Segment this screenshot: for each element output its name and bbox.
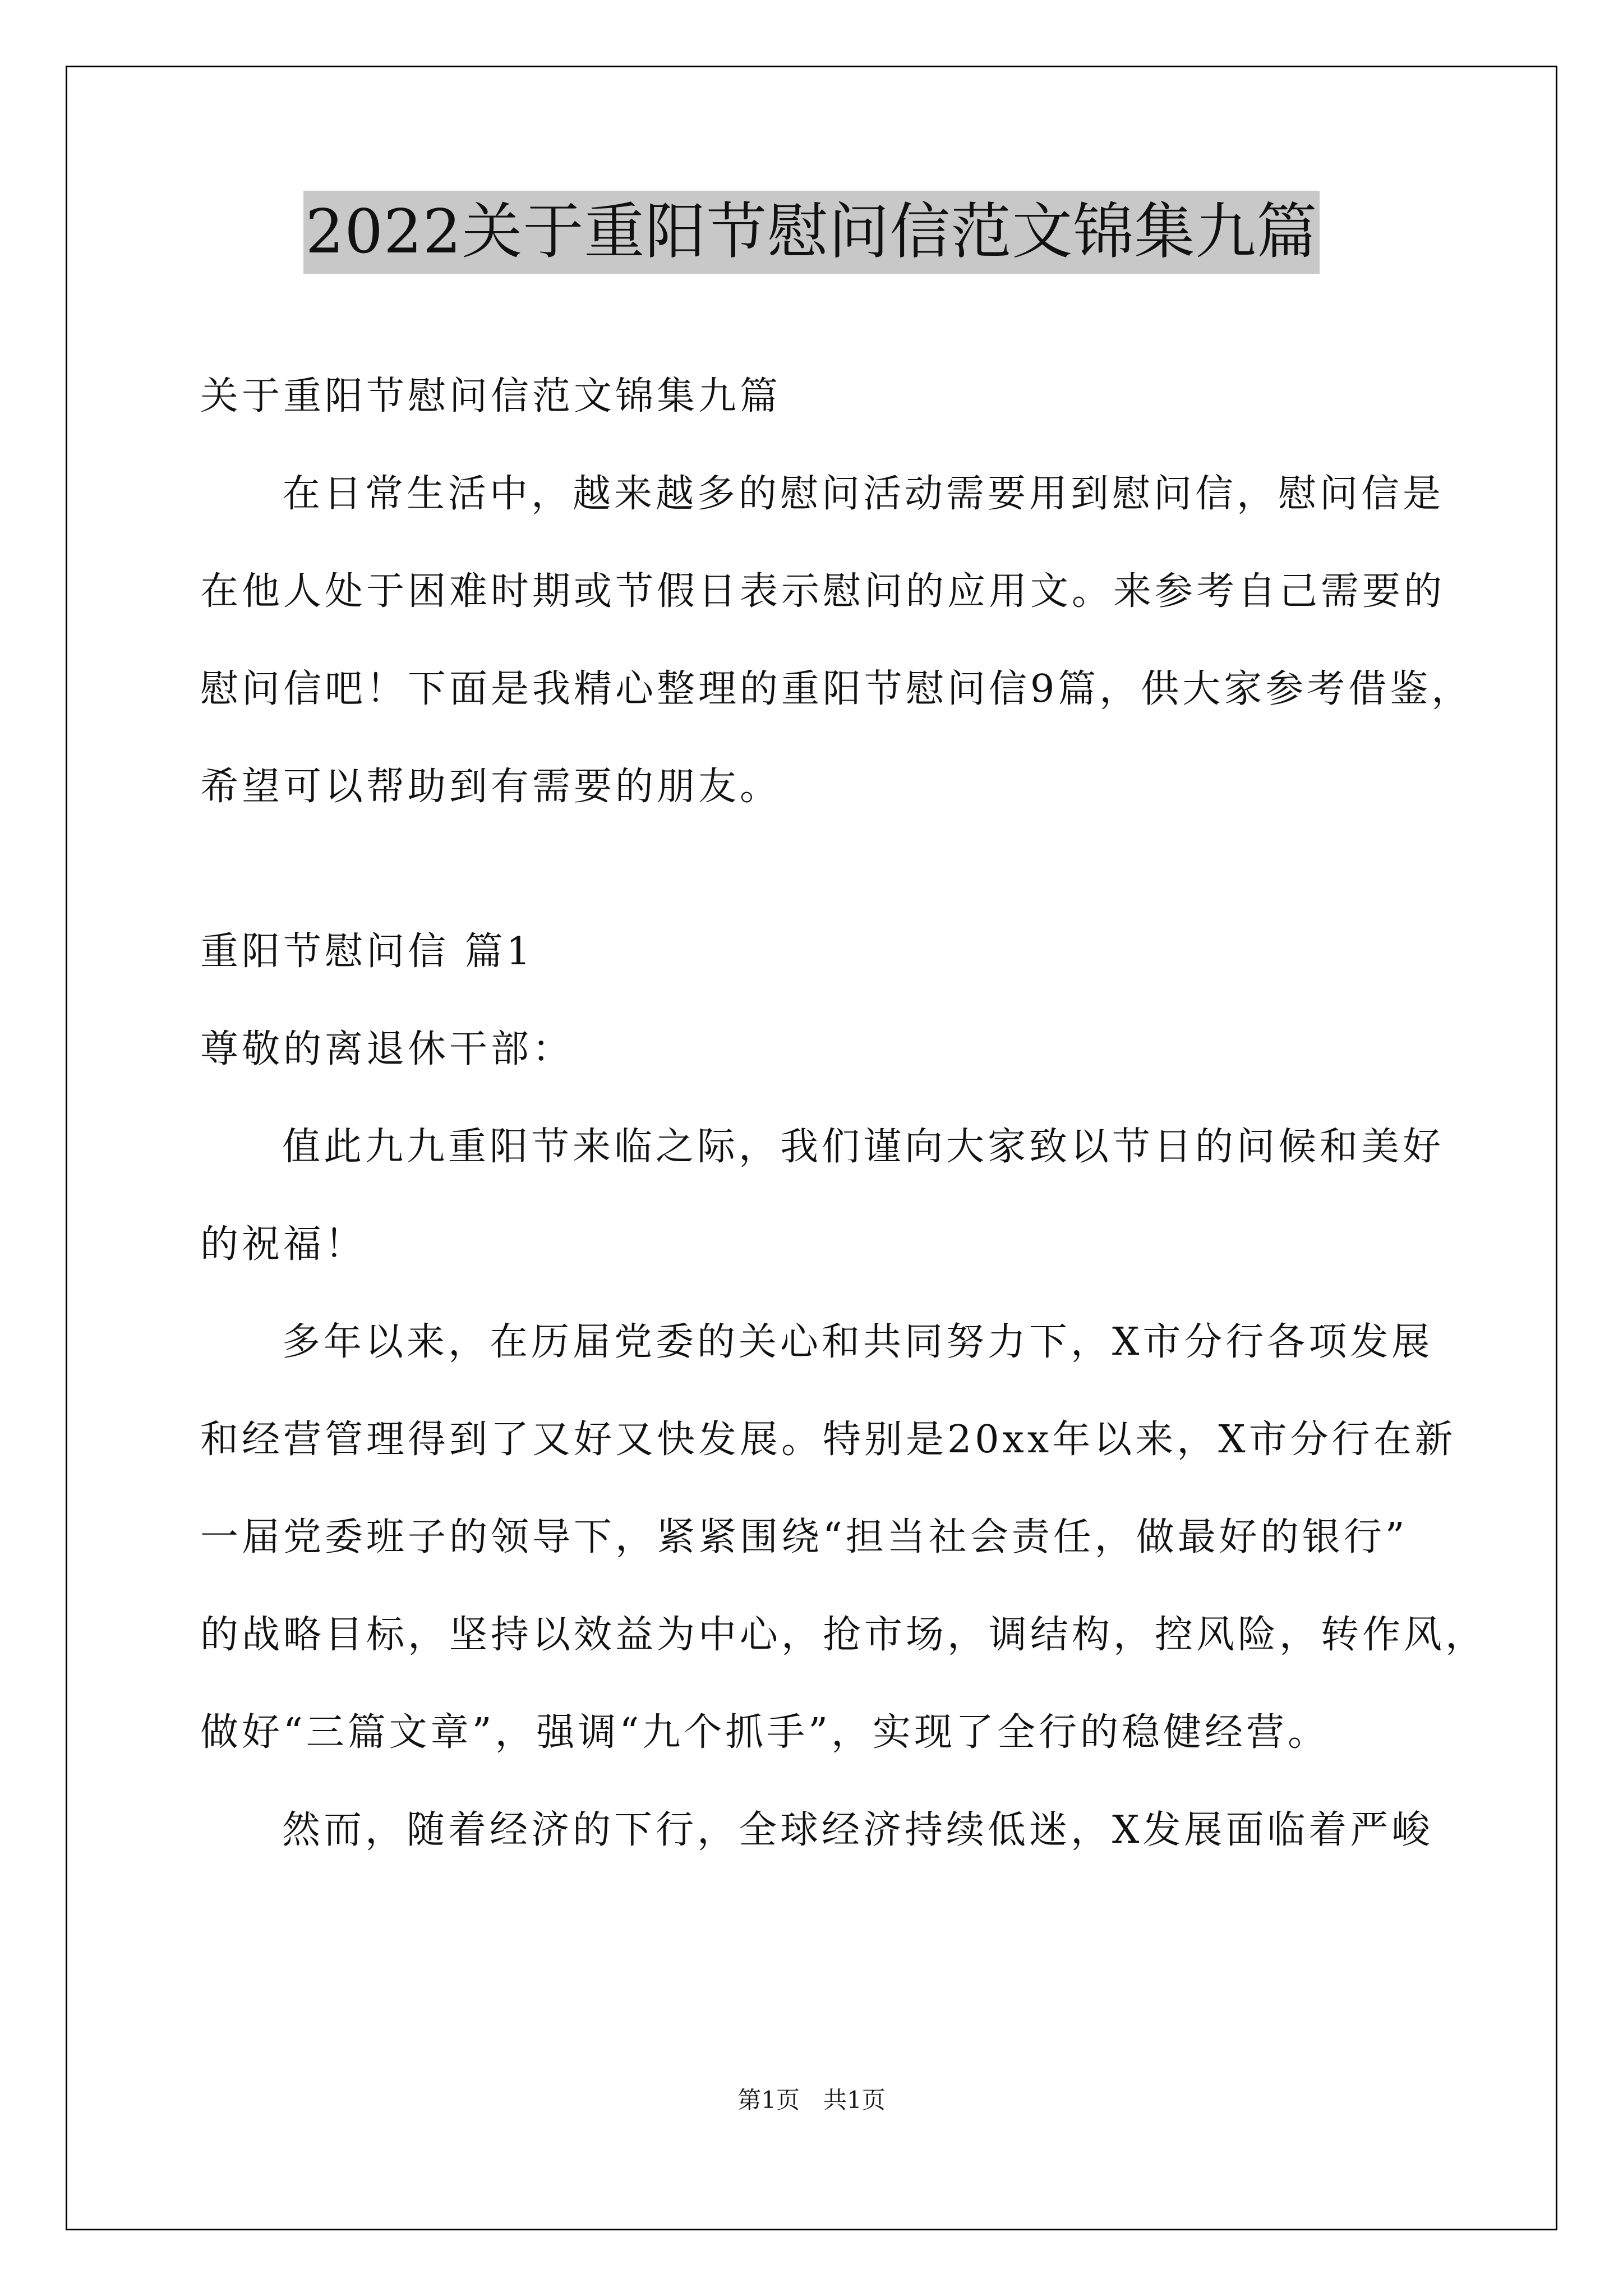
paragraph-2-line-2: 和经营管理得到了又好又快发展。特别是20xx年以来，X市分行在新 bbox=[200, 1418, 1456, 1462]
intro-line-2: 在他人处于困难时期或节假日表示慰问的应用文。来参考自己需要的 bbox=[200, 569, 1446, 614]
document-body bbox=[200, 348, 1487, 1879]
intro-line-3: 慰问信吧！下面是我精心整理的重阳节慰问信9篇，供大家参考借鉴， bbox=[200, 667, 1473, 711]
intro-line-4: 希望可以帮助到有需要的朋友。 bbox=[200, 765, 782, 809]
paragraph-2-line-4: 的战略目标，坚持以效益为中心，抢市场，调结构，控风险，转作风， bbox=[200, 1613, 1487, 1657]
paragraph-1-line-2: 的祝福！ bbox=[200, 1222, 367, 1267]
page-footer: 第1页 共1页 bbox=[737, 2086, 886, 2114]
section-gap bbox=[200, 836, 1456, 903]
salutation: 尊敬的离退休干部： bbox=[200, 1027, 574, 1071]
paragraph-2-line-5: 做好“三篇文章”，强调“九个抓手”，实现了全行的稳健经营。 bbox=[200, 1710, 1330, 1755]
title-container bbox=[0, 191, 1623, 274]
document-title: 2022关于重阳节慰问信范文锦集九篇 bbox=[303, 191, 1320, 274]
intro-line-1: 在日常生活中，越来越多的慰问活动需要用到慰问信，慰问信是 bbox=[282, 472, 1445, 516]
paragraph-3-line-1: 然而，随着经济的下行，全球经济持续低迷，X发展面临着严峻 bbox=[282, 1808, 1433, 1852]
paragraph-2-line-3: 一届党委班子的领导下，紧紧围绕“担当社会责任，做最好的银行” bbox=[200, 1515, 1408, 1559]
section-heading: 重阳节慰问信 篇1 bbox=[200, 930, 534, 974]
subtitle: 关于重阳节慰问信范文锦集九篇 bbox=[200, 374, 782, 418]
paragraph-1-line-1: 值此九九重阳节来临之际，我们谨向大家致以节日的问候和美好 bbox=[282, 1125, 1445, 1169]
paragraph-2-line-1: 多年以来，在历届党委的关心和共同努力下，X市分行各项发展 bbox=[282, 1320, 1433, 1364]
